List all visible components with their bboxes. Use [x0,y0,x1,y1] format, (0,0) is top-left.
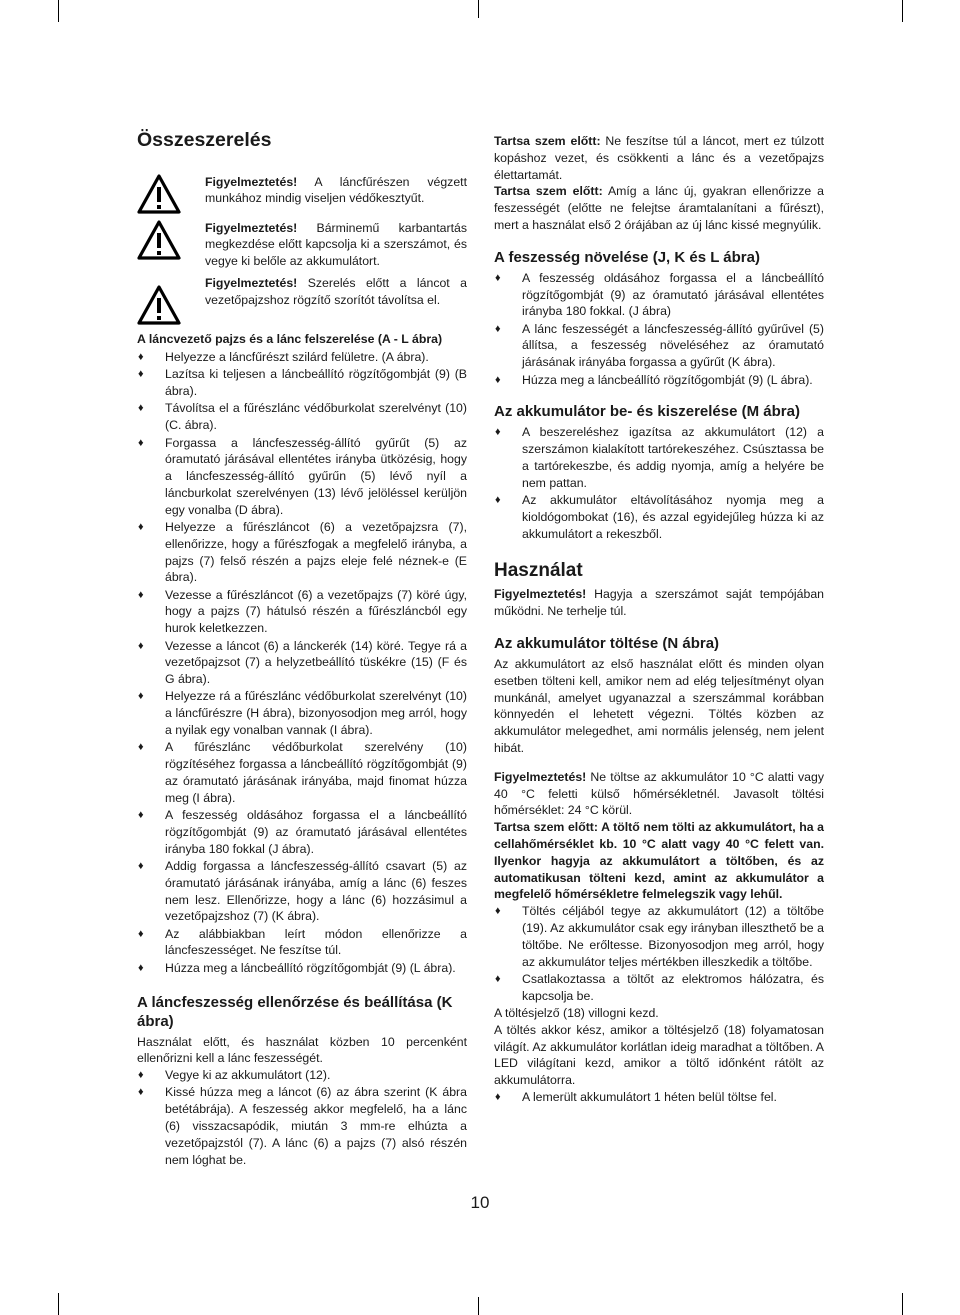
diamond-bullet-icon: ♦ [138,639,144,652]
charging-list [494,903,824,1004]
caution-paragraph: Tartsa szem előtt: Amíg a lánc új, gyakran ellenőrizze a feszességét (előtte ne felejtse áramtalanítani a fűrészt), mert a használat első 2 órájában az új lánc kissé megnyúlik. [494,184,824,232]
warning-text: Figyelmeztetés! Bárminemű karbantartás megkezdése előtt kapcsolja ki a szerszámot, és vegye ki belőle az akkumulátort. [205,221,467,268]
diamond-bullet-icon: ♦ [495,1090,501,1103]
crop-mark [478,0,479,18]
crop-mark [58,1293,59,1315]
diamond-bullet-icon: ♦ [495,905,501,918]
diamond-bullet-icon: ♦ [138,402,144,415]
diamond-bullet-icon: ♦ [138,809,144,822]
list-item: ♦ Lazítsa ki teljesen a láncbeállító rögzítőgombját (9) (B ábra). [138,367,467,399]
crop-mark [902,1293,903,1315]
usage-title: Használat [494,560,583,582]
right-column [494,133,824,1106]
warning-block [137,275,467,325]
section-title: Összeszerelés [137,129,272,151]
diamond-bullet-icon: ♦ [495,322,501,335]
usage-warning: Figyelmeztetés! Hagyja a szerszámot saját tempójában működni. Ne terhelje túl. [494,587,824,619]
list-item: ♦ A feszesség oldásához forgassa el a láncbeállító rögzítőgombját (9) az óramutató járásával ellentétes irányba 180 fokkal (J ábra). [138,808,467,856]
diamond-bullet-icon: ♦ [495,972,501,985]
final-list [494,1089,824,1106]
diamond-bullet-icon: ♦ [138,368,144,381]
diamond-bullet-icon: ♦ [495,494,501,507]
list-item: ♦ Vezesse a láncot (6) a lánckerék (14) köré. Tegye rá a vezetőpajzsot (7) a helyzetbeállító tüskékre (15) (F és G ábra). [138,638,467,687]
assembly-heading: A láncvezető pajzs és a lánc felszerelése (A - L ábra) [137,332,443,347]
list-item: ♦ Helyezze rá a fűrészlánc védőburkolat szerelvényt (10) a láncfűrészre (H ábra), bizonyosodjon meg arról, hogy a nyilak egy vonalban vannak (I ábra). [138,689,467,738]
list-item: ♦ Az akkumulátor eltávolításához nyomja meg a kioldógombokat (16), és azzal egyidejűleg húzza ki az akkumulátort a rekeszből. [495,493,824,541]
crop-mark [58,0,59,22]
assembly-list [137,349,467,976]
diamond-bullet-icon: ♦ [495,426,501,439]
crop-mark [478,1297,479,1315]
warning-block [137,174,467,214]
list-item: ♦ Kissé húzza meg a láncot (6) az ábra szerint (K ábra betétábrája). A feszesség akkor megfelelő, ha a lánc (6) visszacsapódik, miután 3 mm-re elhúzta a vezetőpajzstól (7). A lánc (6) a pajzs (7) alsó részén nem lóghat be. [138,1085,467,1167]
warning-text: Figyelmeztetés! Szerelés előtt a láncot a vezetőpajzshoz rögzítő szorítót távolítsa el. [205,276,467,307]
diamond-bullet-icon: ♦ [138,927,144,940]
diamond-bullet-icon: ♦ [495,373,501,386]
list-item: ♦ A lánc feszességét a láncfeszesség-állító gyűrűvel (5) állítsa, a feszesség növeléséhez az óramutató járásának irányába forgassa a gyűrűt (K ábra). [495,321,824,370]
tension-intro: Használat előtt, és használat közben 10 percenként ellenőrizni kell a lánc feszességét. [137,1034,467,1066]
warning-triangle-icon [137,174,181,214]
diamond-bullet-icon: ♦ [495,271,501,284]
diamond-bullet-icon: ♦ [138,1069,144,1082]
indicator-text: A töltésjelző (18) villogni kezd. [494,1005,659,1020]
diamond-bullet-icon: ♦ [138,351,144,364]
caution-paragraph: Tartsa szem előtt: Ne feszítse túl a láncot, mert ez túlzott kopáshoz vezet, és csökkenti a lánc és a vezetőpajzs élettartamát. [494,134,824,182]
list-item: ♦ Töltés céljából tegye az akkumulátort (12) a töltőbe (19). Az akkumulátor csak egy irányban illeszthető be a töltőbe. Ne erőltesse. Bizonyosodjon meg arról, hogy az akkumulátor teljes mértékben illeszkedik a töltőbe. [495,904,824,969]
tension-list [137,1067,467,1168]
left-column [137,128,467,1169]
diamond-bullet-icon: ♦ [138,961,144,974]
diamond-bullet-icon: ♦ [138,690,144,703]
diamond-bullet-icon: ♦ [138,859,144,872]
list-item: ♦ Húzza meg a láncbeállító rögzítőgombját (9) (L ábra). [495,372,813,387]
list-item: ♦ A fűrészlánc védőburkolat szerelvény (10) rögzítéséhez forgassa a láncbeállító rögzítőgombját (9) az óramutató járásának irányába, majd finomat húzza meg (I ábra). [138,740,467,805]
list-item: ♦ Távolítsa el a fűrészlánc védőburkolat szerelvényt (10) (C. ábra). [138,401,467,433]
warning-text: Figyelmeztetés! A láncfűrészen végzett munkához mindig viseljen védőkesztyűt. [205,175,467,206]
list-item: ♦ A lemerült akkumulátort 1 héten belül töltse fel. [495,1089,777,1104]
list-item: ♦ Az alábbiakban leírt módon ellenőrizze a láncfeszességet. Ne feszítse túl. [138,926,467,958]
increase-heading: A feszesség növelése (J, K és L ábra) [494,248,760,266]
page-number: 10 [470,1193,490,1212]
diamond-bullet-icon: ♦ [138,520,144,533]
list-item: ♦ Helyezze a fűrészláncot (6) a vezetőpajzsra (7), ellenőrizze, hogy a fűrészfogak a megfelelő irányba, a pajzs (7) felső részén a pajzs eleje felé néznek-e (E ábra). [138,519,467,585]
list-item: ♦ Vegye ki az akkumulátort (12). [138,1068,331,1083]
charging-heading: Az akkumulátor töltése (N ábra) [494,635,720,653]
diamond-bullet-icon: ♦ [138,741,144,754]
battery-list [494,424,824,542]
list-item: ♦ A feszesség oldásához forgassa el a láncbeállító rögzítőgombját (9) az óramutató járásával ellentétes irányba 180 fokkal. (J ábra) [495,270,824,319]
diamond-bullet-icon: ♦ [138,436,144,449]
list-item: ♦ Húzza meg a láncbeállító rögzítőgombját (9) (L ábra). [138,960,456,975]
crop-mark [902,0,903,22]
warning-block [137,220,467,269]
charging-warning: Figyelmeztetés! Ne töltse az akkumulátor 10 °C alatti vagy 40 °C feletti külső hőmérsékletnél. Javasolt töltési hőmérséklet: 24 °C körül. [494,769,824,818]
charging-intro: Az akkumulátort az első használat előtt és minden olyan esetben tölteni kell, amikor nem ad elég teljesítményt olyan munkánál, amelyet ugyanazzal a szerszámmal korábban könnyedén el lehetett végezni. Töltés közben az akkumulátor melegedhet, ami normális jelenség, nem jelent hibát. [494,657,824,756]
list-item: ♦ Csatlakoztassa a töltőt az elektromos hálózatra, és kapcsolja be. [495,971,824,1003]
warning-triangle-icon [137,220,181,260]
list-item: ♦ Vezesse a fűrészláncot (6) a vezetőpajzs (7) köré úgy, hogy a pajzs (7) hátulsó részén a fűrészláncból egy hurok keletkezzen. [138,587,467,636]
list-item: ♦ A beszereléshez igazítsa az akkumulátort (12) a szerszámon kialakított tartórekeszéhez. Csúsztassa be a tartórekeszbe, és addig nyomja, amíg a helyére be nem pattan. [495,425,824,490]
increase-list [494,270,824,389]
list-item: ♦ Helyezze a láncfűrészt szilárd felületre. (A ábra). [138,350,429,365]
indicator-text: A töltés akkor kész, amikor a töltésjelző (18) folyamatosan világít. Az akkumulátor korlátlan ideig maradhat a töltőben. A LED világítani kezd, amikor a töltő időnként rátölt az akkumulátorra. [494,1022,824,1088]
diamond-bullet-icon: ♦ [138,588,144,601]
warning-triangle-icon [137,285,181,325]
battery-heading: Az akkumulátor be- és kiszerelése (M ábra) [494,403,800,421]
list-item: ♦ Addig forgassa a láncfeszesség-állító csavart (5) az óramutató járásának irányába, amíg a lánc (6) feszes nem lesz. Ellenőrizze, hogy a lánc (6) hozzásimul a vezetőpajzshoz (7) (K ábra). [138,858,467,924]
tension-heading: A láncfeszesség ellenőrzése és beállítása (K ábra) [137,993,453,1030]
list-item: ♦ Forgassa a láncfeszesség-állító gyűrűt (5) az óramutató járásával ellentétes irányba ütközésig, hogy a láncfeszesség-állító gyűrűn (5) lévő nyíl a láncburkolat szerelvényen (13) lévő jelöléssel kerüljön egy vonalba (D ábra). [138,435,467,517]
diamond-bullet-icon: ♦ [138,1086,144,1099]
charging-caution: Tartsa szem előtt: A töltő nem tölti az akkumulátort, ha a cellahőmérséklet kb. 10 °C alatt vagy 40 °C felett van. Ilyenkor hagyja az akkumulátort a töltőben, és az automatikusan tölteni kezd, amint az akkumulátor a megfelelő hőmérsékletre felmelegszik vagy lehűl. [494,820,824,902]
